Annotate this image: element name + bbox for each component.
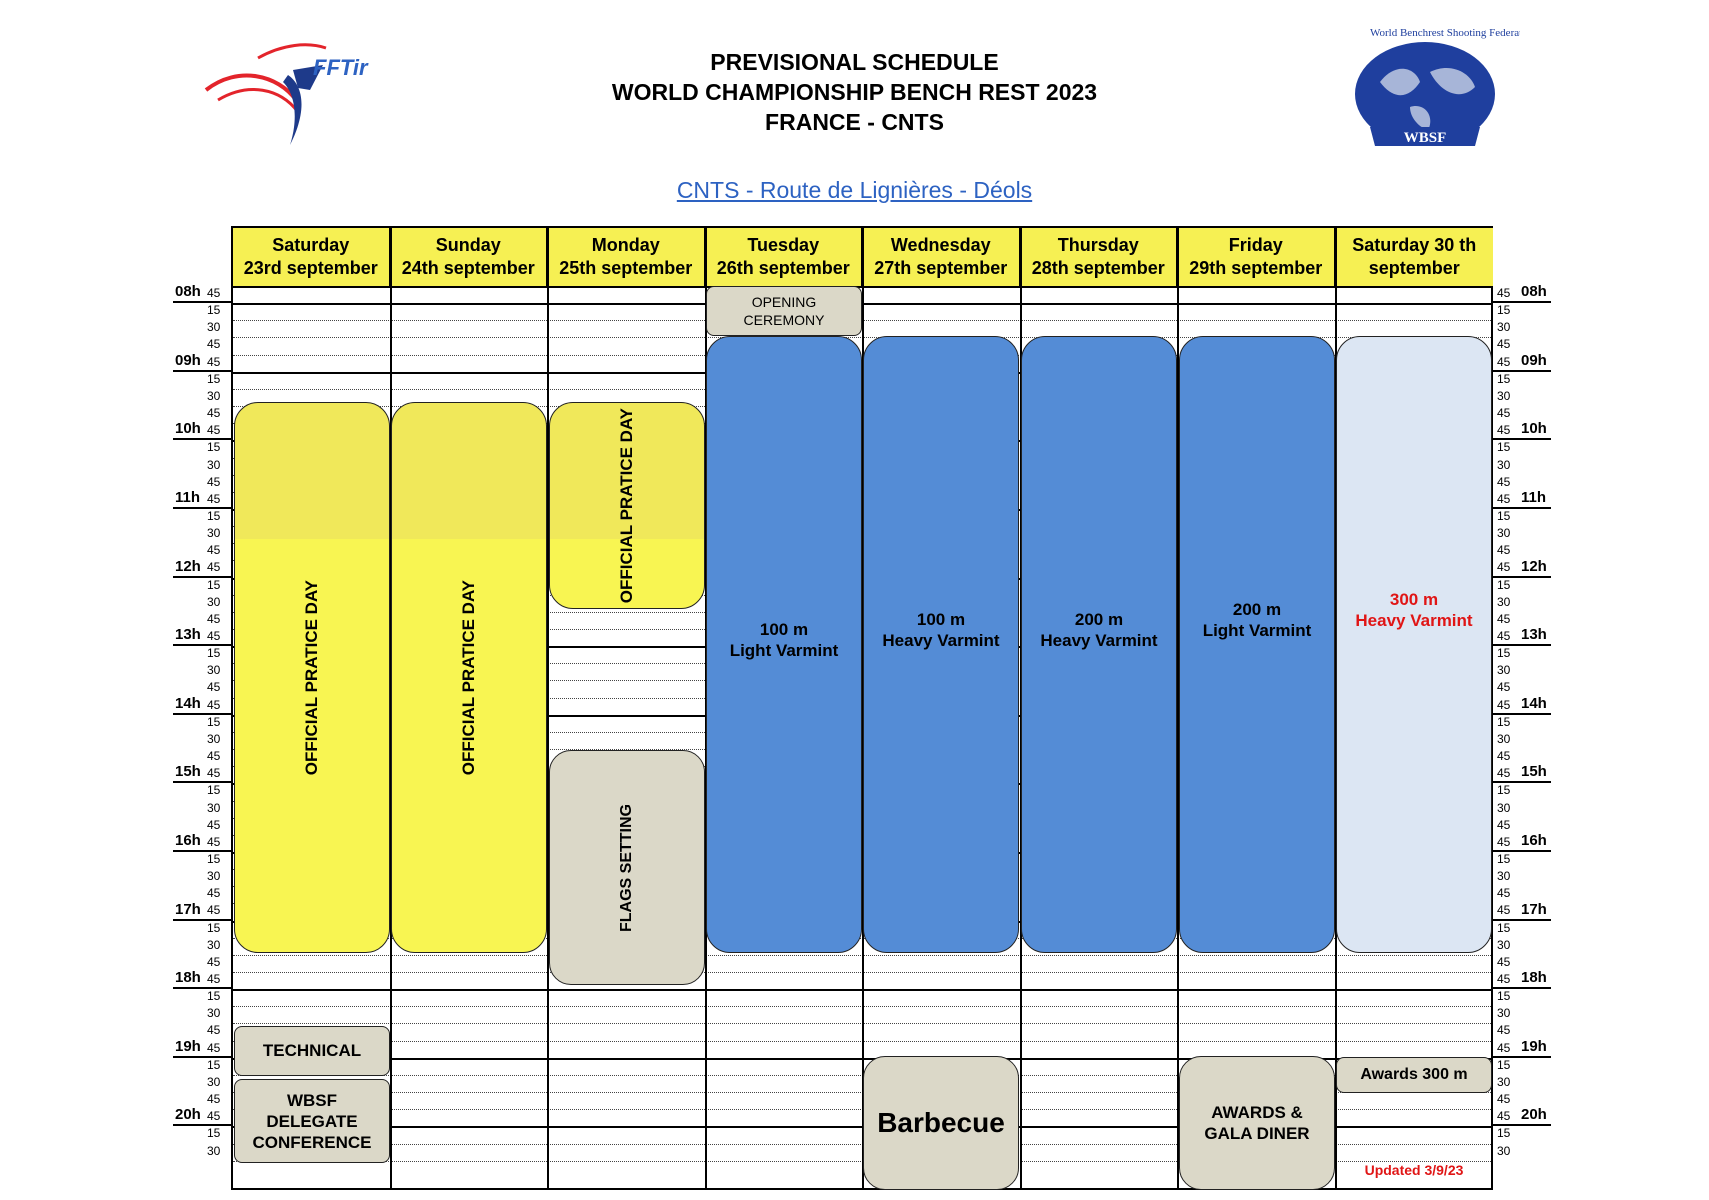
hour-label: 13h bbox=[1521, 626, 1547, 644]
hour-label: 20h bbox=[175, 1106, 201, 1124]
minute-label: 15 bbox=[1497, 371, 1511, 386]
minute-label: 15 bbox=[1497, 303, 1511, 318]
minute-label: 45 bbox=[207, 954, 221, 969]
event-sun-practice: OFFICIAL PRATICE DAY bbox=[391, 402, 547, 953]
day-header-6 bbox=[1178, 228, 1336, 286]
event-technical: TECHNICAL bbox=[234, 1026, 390, 1076]
hour-tick bbox=[173, 576, 231, 578]
event-tue-100m-light: 100 m Light Varmint bbox=[706, 336, 862, 953]
day-header-line2: 28th september bbox=[1031, 258, 1165, 278]
hour-label: 18h bbox=[1521, 969, 1547, 987]
minute-label: 15 bbox=[207, 440, 221, 455]
wbsf-logo-text: World Benchrest Shooting Federation bbox=[1370, 27, 1520, 39]
minute-label: 30 bbox=[1497, 800, 1511, 815]
hour-tick bbox=[173, 507, 231, 509]
minute-label: 45 bbox=[1497, 629, 1511, 643]
fftir-logo-text: FFTir bbox=[313, 55, 368, 80]
day-header-line2: 29th september bbox=[1189, 258, 1323, 278]
minute-label: 45 bbox=[1497, 680, 1511, 695]
minute-label: 30 bbox=[1497, 1074, 1511, 1089]
minute-label: 30 bbox=[207, 800, 221, 815]
minute-label: 15 bbox=[207, 989, 221, 1004]
minute-label: 45 bbox=[1497, 1040, 1511, 1055]
day-header-line1: Thursday bbox=[1057, 235, 1139, 255]
minute-label: 45 bbox=[207, 697, 221, 712]
event-barbecue: Barbecue bbox=[863, 1056, 1019, 1190]
hour-label: 11h bbox=[1521, 488, 1547, 506]
hour-label: 08h bbox=[1521, 283, 1547, 301]
minute-label: 30 bbox=[1497, 594, 1511, 609]
minute-label: 30 bbox=[1497, 457, 1511, 472]
minute-label: 45 bbox=[207, 423, 221, 438]
hour-tick bbox=[1493, 507, 1551, 509]
day-header-5 bbox=[1021, 228, 1179, 286]
day-header-7 bbox=[1336, 228, 1494, 286]
minute-label: 30 bbox=[207, 457, 221, 472]
day-header-0 bbox=[233, 228, 391, 286]
hour-tick bbox=[1493, 438, 1551, 440]
minute-label: 45 bbox=[207, 972, 221, 986]
minute-label: 30 bbox=[207, 937, 221, 952]
event-awards-gala: AWARDS & GALA DINER bbox=[1179, 1056, 1335, 1190]
updated-note: Updated 3/9/23 bbox=[1364, 1162, 1464, 1178]
minute-label: 45 bbox=[207, 903, 221, 918]
hour-tick bbox=[1493, 1056, 1551, 1058]
day-header-line2: 24th september bbox=[401, 258, 535, 278]
minute-label: 30 bbox=[1497, 388, 1511, 403]
day-header-line1: Saturday bbox=[272, 235, 350, 255]
hour-tick bbox=[173, 1056, 231, 1058]
minute-label: 45 bbox=[1497, 697, 1511, 712]
minute-label: 15 bbox=[1497, 440, 1511, 455]
hour-tick bbox=[1493, 781, 1551, 783]
minute-label: 15 bbox=[207, 303, 221, 318]
minute-label: 45 bbox=[1497, 972, 1511, 986]
title-line-2: WORLD CHAMPIONSHIP BENCH REST 2023 bbox=[611, 79, 1098, 105]
event-sat-practice: OFFICIAL PRATICE DAY bbox=[234, 402, 390, 953]
minute-label: 30 bbox=[1497, 869, 1511, 884]
minute-label: 30 bbox=[207, 663, 221, 678]
fftir-logo bbox=[198, 30, 398, 155]
minute-label: 45 bbox=[207, 354, 221, 369]
minute-label: 15 bbox=[207, 783, 221, 798]
hour-label: 20h bbox=[1521, 1106, 1547, 1124]
day-header-line2: september bbox=[1368, 258, 1460, 278]
hour-tick bbox=[173, 370, 231, 372]
hour-label: 15h bbox=[1521, 763, 1547, 781]
minute-label: 45 bbox=[1497, 423, 1511, 438]
minute-label: 45 bbox=[207, 817, 221, 832]
hour-label: 17h bbox=[175, 900, 201, 918]
minute-label: 45 bbox=[1497, 474, 1511, 489]
title-line-3: FRANCE - CNTS bbox=[765, 109, 944, 135]
minute-label: 15 bbox=[1497, 714, 1511, 729]
minute-label: 30 bbox=[207, 320, 221, 335]
minute-label: 45 bbox=[207, 680, 221, 695]
schedule-grid bbox=[231, 226, 1493, 1190]
minute-label: 15 bbox=[207, 920, 221, 935]
day-header-line2: 27th september bbox=[874, 258, 1008, 278]
minute-label: 45 bbox=[1497, 1023, 1511, 1038]
minute-label: 45 bbox=[207, 766, 221, 781]
minute-label: 30 bbox=[1497, 663, 1511, 678]
hour-tick bbox=[173, 713, 231, 715]
day-header-4 bbox=[863, 228, 1021, 286]
day-header-line1: Wednesday bbox=[890, 235, 991, 255]
minute-label: 15 bbox=[1497, 783, 1511, 798]
minute-label: 45 bbox=[207, 1023, 221, 1038]
minute-label: 45 bbox=[1497, 817, 1511, 832]
hour-label: 09h bbox=[175, 351, 201, 369]
minute-label: 45 bbox=[207, 286, 221, 300]
hour-tick bbox=[173, 781, 231, 783]
minute-label: 30 bbox=[207, 1006, 221, 1021]
day-header-line2: 23rd september bbox=[243, 258, 378, 278]
day-header-line2: 25th september bbox=[559, 258, 693, 278]
minute-label: 45 bbox=[1497, 406, 1511, 421]
hour-label: 09h bbox=[1521, 351, 1547, 369]
minute-label: 15 bbox=[1497, 1126, 1511, 1141]
venue-link[interactable]: CNTS - Route de Lignières - Déols bbox=[676, 177, 1033, 203]
minute-label: 15 bbox=[1497, 920, 1511, 935]
minute-label: 45 bbox=[1497, 886, 1511, 901]
event-wed-100m-heavy: 100 m Heavy Varmint bbox=[863, 336, 1019, 953]
minute-label: 45 bbox=[207, 560, 221, 575]
minute-label: 45 bbox=[207, 1040, 221, 1055]
minute-label: 45 bbox=[207, 337, 221, 352]
minute-label: 30 bbox=[1497, 320, 1511, 335]
hour-tick bbox=[1493, 919, 1551, 921]
minute-label: 30 bbox=[1497, 937, 1511, 952]
minute-label: 45 bbox=[207, 1092, 221, 1107]
day-header-line1: Monday bbox=[591, 235, 660, 255]
day-header-line1: Saturday 30 th bbox=[1352, 235, 1477, 255]
minute-label: 45 bbox=[1497, 560, 1511, 575]
minute-label: 30 bbox=[1497, 526, 1511, 541]
event-wbsf-conference: WBSF DELEGATE CONFERENCE bbox=[234, 1079, 390, 1163]
minute-label: 30 bbox=[207, 869, 221, 884]
minute-label: 30 bbox=[207, 1143, 221, 1158]
hour-label: 08h bbox=[175, 283, 201, 301]
wbsf-band-text: WBSF bbox=[1403, 130, 1447, 146]
minute-label: 45 bbox=[1497, 954, 1511, 969]
hour-tick bbox=[1493, 850, 1551, 852]
event-sat30-300m-heavy: 300 m Heavy Varmint bbox=[1336, 336, 1492, 953]
hour-label: 11h bbox=[175, 488, 201, 506]
event-fri-200m-light: 200 m Light Varmint bbox=[1179, 336, 1335, 953]
hour-label: 10h bbox=[175, 420, 201, 438]
minute-label: 45 bbox=[207, 611, 221, 626]
hour-label: 19h bbox=[1521, 1037, 1547, 1055]
minute-label: 15 bbox=[207, 646, 221, 661]
hour-tick bbox=[173, 301, 231, 303]
minute-label: 45 bbox=[1497, 1109, 1511, 1124]
minute-label: 45 bbox=[1497, 1092, 1511, 1107]
hour-label: 15h bbox=[175, 763, 201, 781]
minute-label: 15 bbox=[207, 577, 221, 592]
hour-label: 14h bbox=[1521, 694, 1547, 712]
minute-label: 45 bbox=[207, 749, 221, 764]
hour-tick bbox=[173, 919, 231, 921]
minute-label: 30 bbox=[207, 526, 221, 541]
minute-label: 45 bbox=[1497, 337, 1511, 352]
minute-label: 45 bbox=[207, 629, 221, 643]
hour-tick bbox=[1493, 370, 1551, 372]
minute-label: 45 bbox=[1497, 611, 1511, 626]
hour-tick bbox=[1493, 713, 1551, 715]
title-line-1: PREVISIONAL SCHEDULE bbox=[710, 49, 999, 75]
day-header-1 bbox=[391, 228, 549, 286]
minute-label: 15 bbox=[207, 1057, 221, 1072]
minute-label: 45 bbox=[207, 491, 221, 506]
minute-label: 15 bbox=[1497, 989, 1511, 1004]
day-header-3 bbox=[706, 228, 864, 286]
hour-tick bbox=[173, 1124, 231, 1126]
day-header-line1: Friday bbox=[1228, 235, 1283, 255]
minute-label: 45 bbox=[207, 886, 221, 901]
minute-label: 45 bbox=[1497, 491, 1511, 506]
hour-label: 14h bbox=[175, 694, 201, 712]
hour-tick bbox=[173, 644, 231, 646]
day-header-line1: Sunday bbox=[435, 235, 501, 255]
hour-tick bbox=[1493, 1124, 1551, 1126]
minute-label: 15 bbox=[207, 1126, 221, 1141]
minute-label: 30 bbox=[1497, 1143, 1511, 1158]
minute-label: 45 bbox=[207, 1109, 221, 1124]
event-flags-setting: FLAGS SETTING bbox=[549, 750, 705, 985]
minute-label: 15 bbox=[207, 851, 221, 866]
event-opening-ceremony: OPENING CEREMONY bbox=[706, 286, 862, 336]
minute-label: 15 bbox=[207, 371, 221, 386]
hour-tick bbox=[173, 438, 231, 440]
hour-tick bbox=[1493, 576, 1551, 578]
event-awards-300m: Awards 300 m bbox=[1336, 1057, 1492, 1093]
minute-label: 45 bbox=[207, 834, 221, 849]
minute-label: 15 bbox=[1497, 508, 1511, 523]
hour-tick bbox=[173, 987, 231, 989]
minute-label: 30 bbox=[1497, 731, 1511, 746]
minute-label: 30 bbox=[207, 1074, 221, 1089]
minute-label: 45 bbox=[1497, 903, 1511, 918]
minute-label: 45 bbox=[1497, 354, 1511, 369]
minute-label: 30 bbox=[207, 731, 221, 746]
hour-tick bbox=[1493, 644, 1551, 646]
minute-label: 30 bbox=[1497, 1006, 1511, 1021]
hour-label: 19h bbox=[175, 1037, 201, 1055]
minute-label: 45 bbox=[1497, 286, 1511, 300]
hour-label: 13h bbox=[175, 626, 201, 644]
day-header-2 bbox=[548, 228, 706, 286]
hour-label: 10h bbox=[1521, 420, 1547, 438]
wbsf-logo bbox=[1340, 22, 1520, 150]
minute-label: 45 bbox=[1497, 834, 1511, 849]
minute-label: 15 bbox=[1497, 851, 1511, 866]
minute-label: 30 bbox=[207, 388, 221, 403]
minute-label: 15 bbox=[1497, 577, 1511, 592]
day-header-line1: Tuesday bbox=[747, 235, 820, 255]
event-mon-practice: OFFICIAL PRATICE DAY bbox=[549, 402, 705, 609]
minute-label: 45 bbox=[1497, 766, 1511, 781]
minute-label: 15 bbox=[207, 714, 221, 729]
hour-label: 17h bbox=[1521, 900, 1547, 918]
hour-label: 18h bbox=[175, 969, 201, 987]
minute-label: 30 bbox=[207, 594, 221, 609]
day-header-line2: 26th september bbox=[716, 258, 850, 278]
minute-label: 45 bbox=[1497, 543, 1511, 558]
minute-label: 15 bbox=[1497, 1057, 1511, 1072]
column-divider bbox=[547, 228, 549, 1188]
event-thu-200m-heavy: 200 m Heavy Varmint bbox=[1021, 336, 1177, 953]
minute-label: 45 bbox=[207, 406, 221, 421]
hour-tick bbox=[1493, 987, 1551, 989]
minute-label: 45 bbox=[207, 474, 221, 489]
hour-tick bbox=[173, 850, 231, 852]
hour-label: 12h bbox=[175, 557, 201, 575]
minute-label: 45 bbox=[1497, 749, 1511, 764]
hour-label: 12h bbox=[1521, 557, 1547, 575]
minute-label: 45 bbox=[207, 543, 221, 558]
hour-tick bbox=[1493, 301, 1551, 303]
hour-label: 16h bbox=[1521, 831, 1547, 849]
hour-label: 16h bbox=[175, 831, 201, 849]
minute-label: 15 bbox=[1497, 646, 1511, 661]
minute-label: 15 bbox=[207, 508, 221, 523]
